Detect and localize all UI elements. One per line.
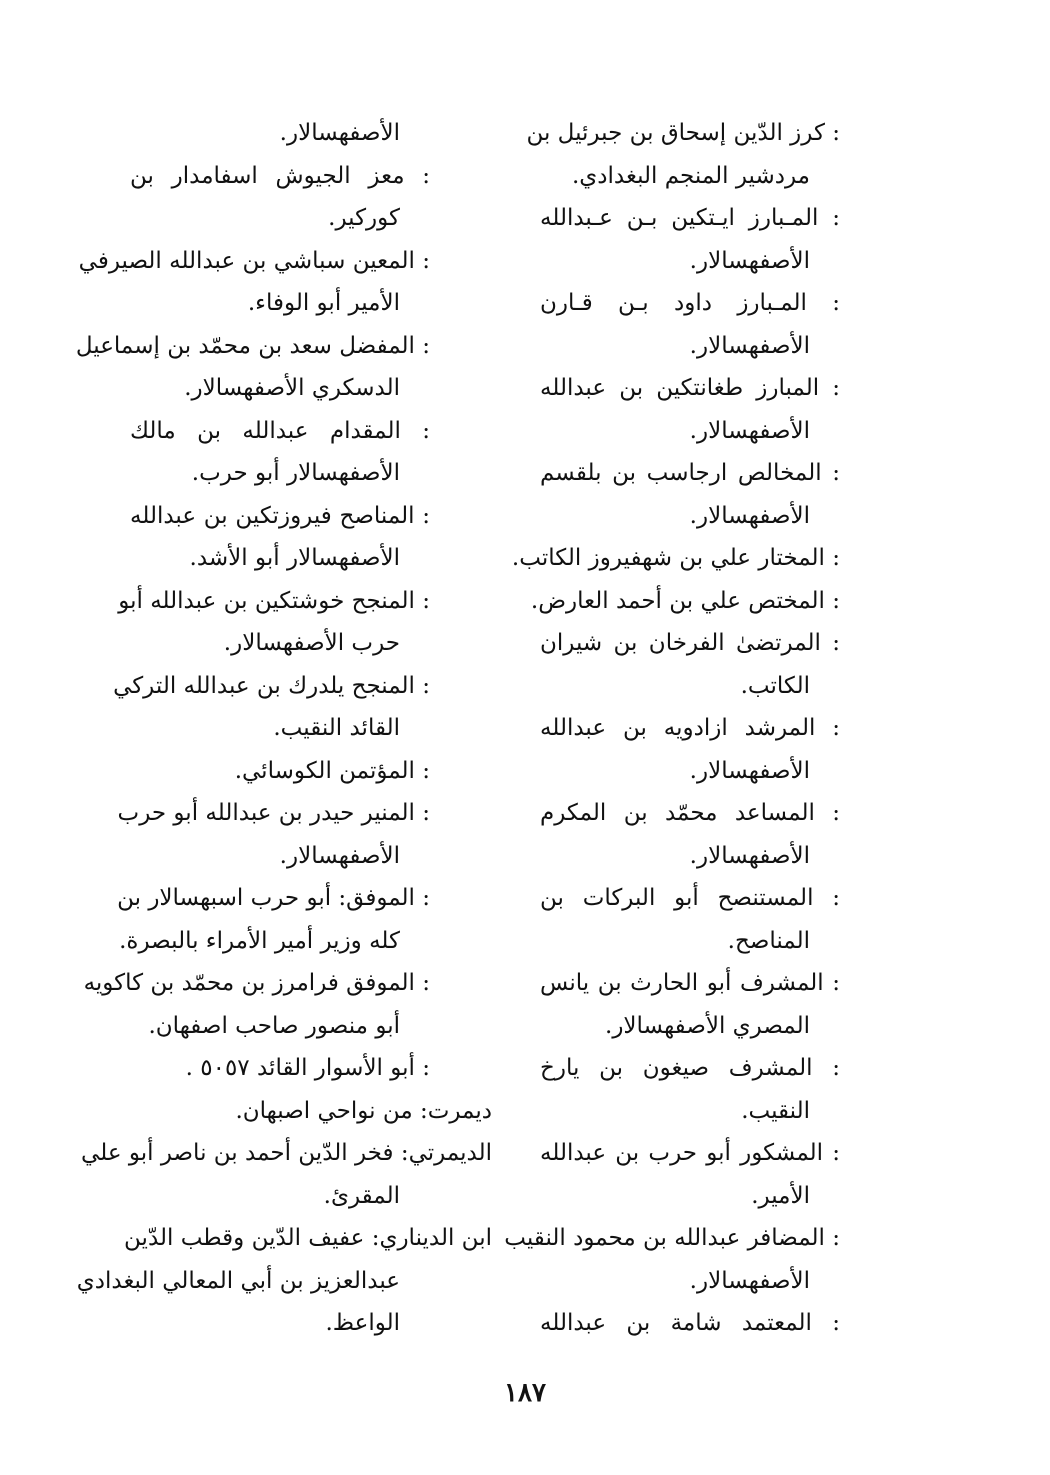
entry-line: الأصفهسالار أبو حرب. [191, 460, 400, 486]
entry-line: : المـبارز ايـتكين بـن عـبدالله [540, 205, 840, 231]
entry-line: : كرز الدّين إسحاق بن جبرئيل بن [526, 120, 840, 146]
entry-line: الأصفهسالار. [279, 120, 400, 146]
entry-line: حرب الأصفهسالار. [223, 630, 400, 656]
entry-line: : الموفق: أبو حرب اسبهسالار بن [117, 885, 430, 911]
entry-line: : المنجح يلدرك بن عبدالله التركي [113, 672, 430, 699]
entry-line: الأصفهسالار. [689, 1267, 810, 1294]
entry-line: مردشير المنجم البغدادي. [571, 162, 810, 189]
entry-line: الأصفهسالار. [689, 842, 810, 869]
entry-line: كله وزير أمير الأمراء بالبصرة. [119, 927, 400, 954]
entry-line: المصري الأصفهسالار. [605, 1012, 810, 1039]
entry-line: الأمير. [751, 1182, 810, 1209]
entry-line: الكاتب. [740, 672, 810, 699]
entry-line: : المرشد ازادويه بن عبدالله [540, 715, 840, 741]
entry-line: عبدالعزيز بن أبي المعالي البغدادي [76, 1267, 400, 1294]
entry-line: : المـبارز داود بـن قـارن [540, 290, 840, 316]
entry-line: : أبو الأسوار القائد ٥٠٥٧ . [185, 1055, 430, 1081]
entry-line: الأصفهسالار أبو الأشد. [189, 545, 400, 571]
entry-line: : المخالص ارجاسب بن بلقسم [540, 460, 840, 486]
entry-line: : معز الجيوش اسفامدار بن [130, 162, 430, 189]
entry-line: : المفضل سعد بن محمّد بن إسماعيل [75, 332, 430, 359]
left-column [75, 112, 492, 1345]
entry-line: الأصفهسالار. [689, 332, 810, 359]
entry-line: : المعتمد شامة بن عبدالله [540, 1310, 840, 1336]
entry-line: المناصح. [727, 927, 810, 954]
entry-line: الأصفهسالار. [689, 757, 810, 784]
entry-line: : المبارز طغانتكين بن عبدالله [540, 375, 840, 401]
entry-line: : المنير حيدر بن عبدالله أبو حرب [117, 800, 430, 826]
entry-line: الواعظ. [325, 1310, 400, 1336]
entry-line: : المقدام عبدالله بن مالك [130, 417, 430, 444]
entry-line: : المختار علي بن شهفيروز الكاتب. [511, 545, 840, 571]
entry-line: القائد النقيب. [273, 715, 400, 741]
entry-line: أبو منصور صاحب اصفهان. [148, 1012, 400, 1039]
entry-line: : المضافر عبدالله بن محمود النقيب [504, 1225, 840, 1251]
entry-line: : المناصح فيروزتكين بن عبدالله [130, 502, 430, 529]
entry-line: الأصفهسالار. [689, 247, 810, 274]
entry-line: : المشرف أبو الحارث بن يانس [540, 970, 840, 996]
entry-line: الديمرتي: فخر الدّين أحمد بن ناصر أبو علي [81, 1140, 492, 1166]
entry-line: : المساعد محمّد بن المكرم [540, 800, 840, 826]
entry-line: : المعين سباشي بن عبدالله الصيرفي [78, 247, 430, 274]
entry-line: النقيب. [741, 1097, 810, 1124]
entry-line: : المستنصح أبو البركات بن [540, 885, 840, 911]
page-number: ١٨٧ [504, 1378, 546, 1408]
entry-line: : المشكور أبو حرب بن عبدالله [540, 1140, 840, 1166]
entry-line: الدسكري الأصفهسالار. [184, 375, 400, 401]
entry-line: الأصفهسالار. [279, 842, 400, 869]
entry-line: : المنجح خوشتكين بن عبدالله أبو [118, 587, 430, 614]
entry-line: المقرئ. [323, 1182, 400, 1209]
entry-line: : المختص علي بن أحمد العارض. [530, 587, 840, 614]
entry-line: : الموفق فرامرز بن محمّد بن كاكويه [83, 970, 430, 996]
entry-line: : المرتضىٰ الفرخان بن شيران [540, 630, 840, 656]
entry-line: ديمرت: من نواحي اصبهان. [235, 1097, 492, 1124]
right-column [504, 112, 840, 1345]
entry-line: : المشرف صيغون بن يارخ [540, 1055, 840, 1081]
entry-line: ابن الديناري: عفيف الدّين وقطب الدّين [124, 1225, 492, 1251]
entry-line: : المؤتمن الكوسائي. [234, 757, 430, 784]
entry-line: الأصفهسالار. [689, 417, 810, 444]
entry-line: الأصفهسالار. [689, 502, 810, 529]
entry-line: كوركير. [328, 205, 400, 231]
entry-line: الأمير أبو الوفاء. [247, 290, 400, 316]
